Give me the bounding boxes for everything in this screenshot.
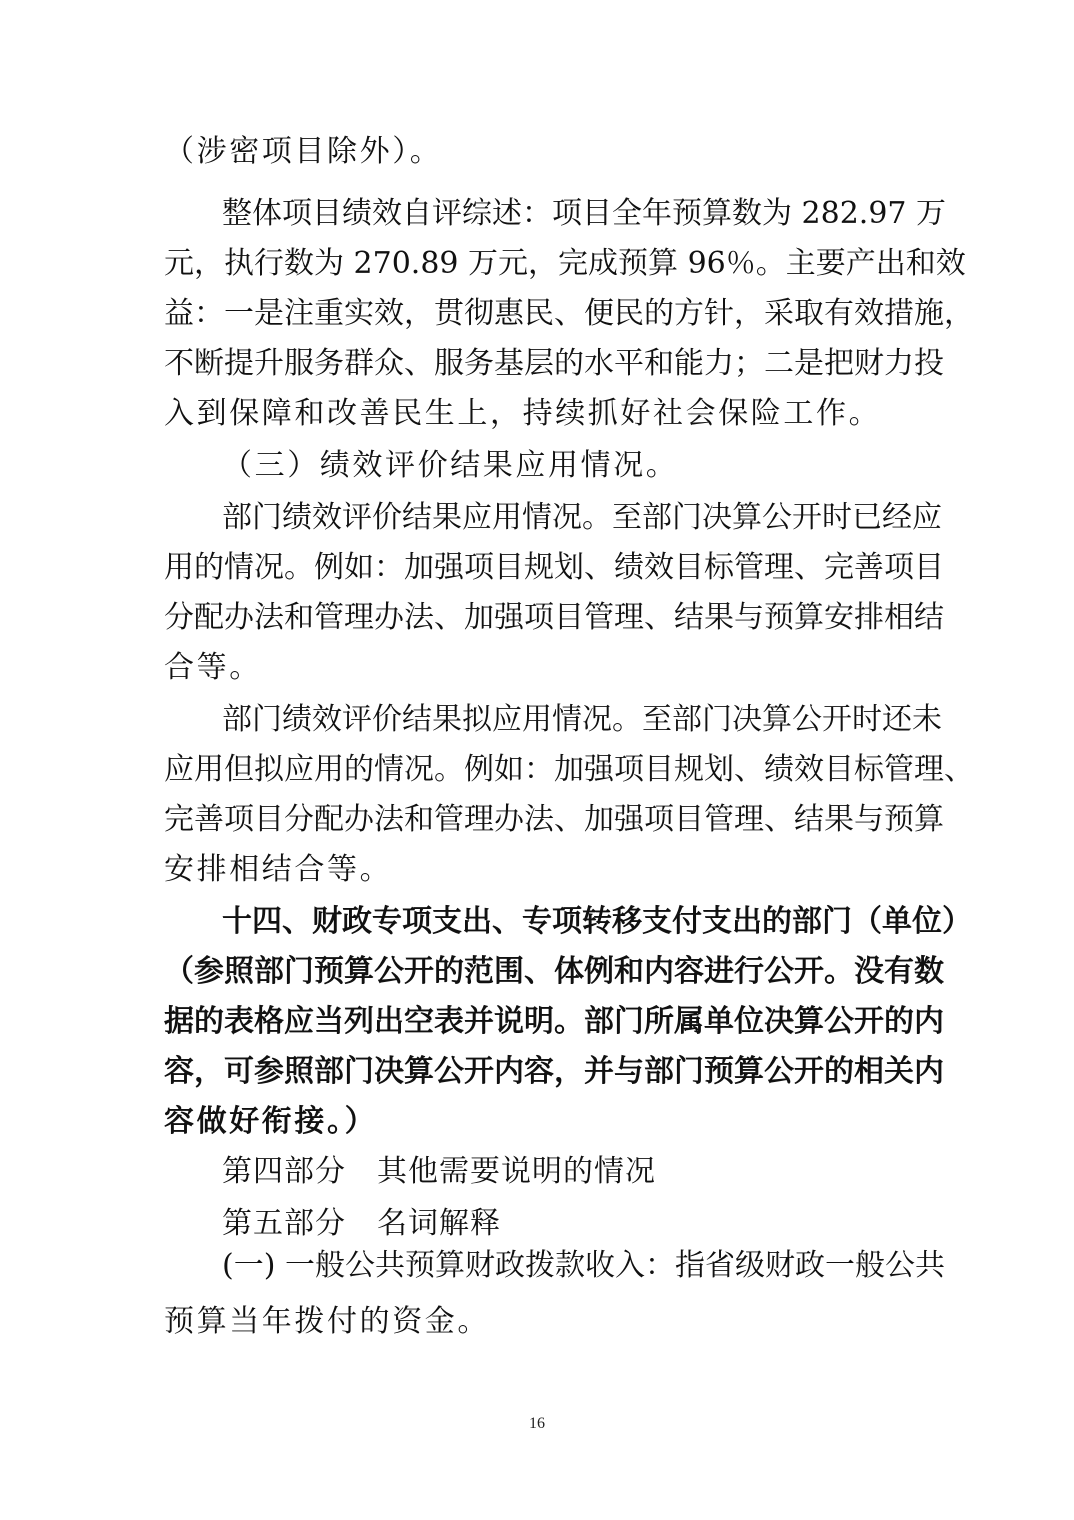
paragraph-line: 完善项目分配办法和管理办法、加强项目管理、结果与预算 xyxy=(164,802,944,837)
bold-heading-line: （参照部门预算公开的范围、体例和内容进行公开。没有数 xyxy=(164,954,944,989)
paragraph-line: 不断提升服务群众、服务基层的水平和能力；二是把财力投 xyxy=(164,346,944,381)
paragraph-line: （涉密项目除外）。 xyxy=(164,134,443,169)
part-heading-five: 第五部分 名词解释 xyxy=(222,1206,501,1241)
page-number: 16 xyxy=(529,1415,545,1432)
bold-heading-line: 容，可参照部门决算公开内容，并与部门预算公开的相关内 xyxy=(164,1054,944,1089)
paragraph-line: 用的情况。例如：加强项目规划、绩效目标管理、完善项目 xyxy=(164,550,944,585)
paragraph-line: (一) 一般公共预算财政拨款收入：指省级财政一般公共 xyxy=(222,1248,945,1283)
paragraph-line: 整体项目绩效自评综述：项目全年预算数为 282.97 万 xyxy=(222,196,947,231)
paragraph-line: 部门绩效评价结果应用情况。至部门决算公开时已经应 xyxy=(222,500,942,535)
bold-heading-line: 十四、财政专项支出、专项转移支付支出的部门（单位） xyxy=(222,904,972,939)
bold-heading-line: 据的表格应当列出空表并说明。部门所属单位决算公开的内 xyxy=(164,1004,944,1039)
paragraph-line: 入到保障和改善民生上，持续抓好社会保险工作。 xyxy=(164,396,882,431)
paragraph-line: 应用但拟应用的情况。例如：加强项目规划、绩效目标管理、 xyxy=(164,752,974,787)
paragraph-line: 合等。 xyxy=(164,650,262,685)
paragraph-line: 分配办法和管理办法、加强项目管理、结果与预算安排相结 xyxy=(164,600,944,635)
paragraph-line: 安排相结合等。 xyxy=(164,852,393,887)
paragraph-line: 元，执行数为 270.89 万元，完成预算 96％。主要产出和效 xyxy=(164,246,966,281)
paragraph-line: 部门绩效评价结果拟应用情况。至部门决算公开时还未 xyxy=(222,702,942,737)
part-heading-four: 第四部分 其他需要说明的情况 xyxy=(222,1154,656,1189)
section-heading: （三）绩效评价结果应用情况。 xyxy=(222,448,679,483)
paragraph-line: 益：一是注重实效，贯彻惠民、便民的方针，采取有效措施， xyxy=(164,296,974,331)
paragraph-line: 预算当年拨付的资金。 xyxy=(164,1304,490,1339)
bold-heading-line: 容做好衔接。） xyxy=(164,1104,378,1139)
